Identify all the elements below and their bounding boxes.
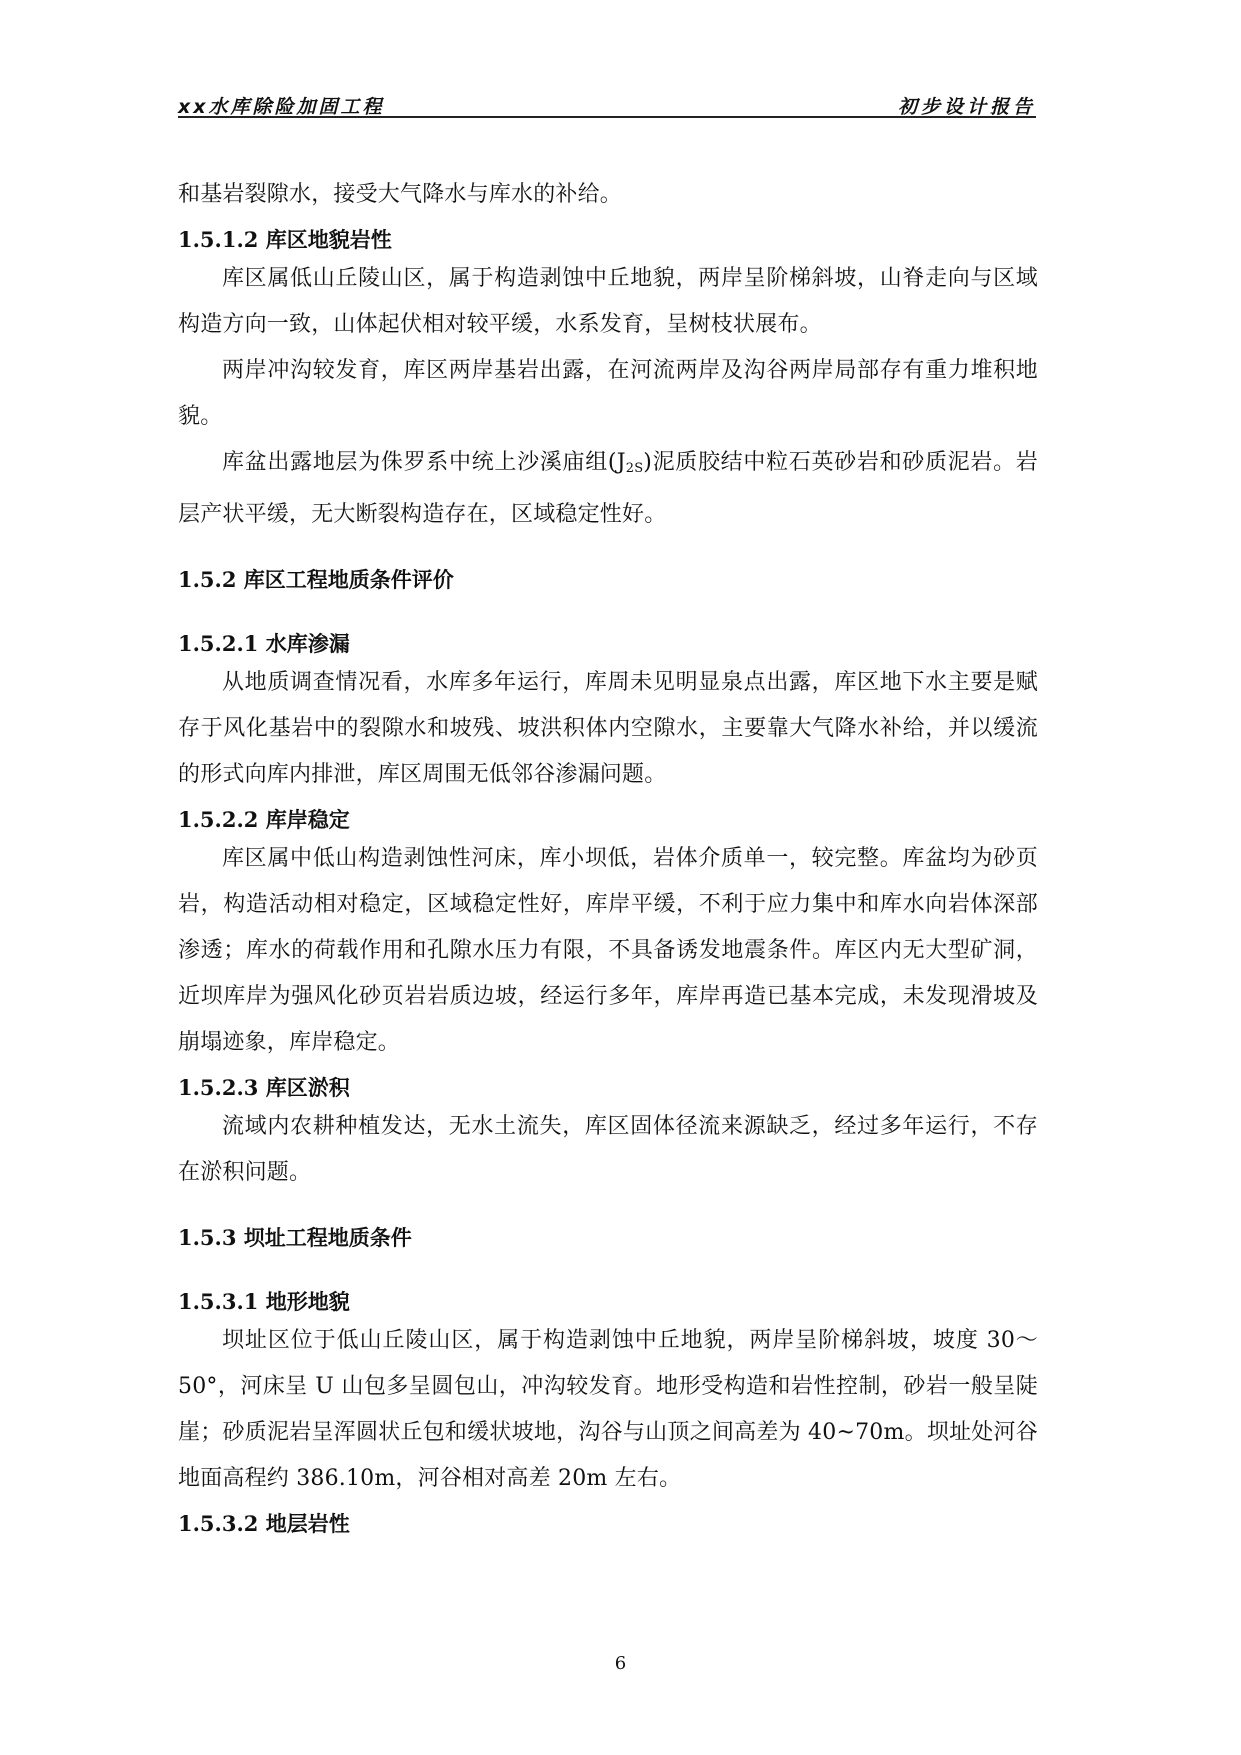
paragraph-siltation: 流域内农耕种植发达，无水土流失，库区固体径流来源缺乏，经过多年运行，不存在淤积问题。 xyxy=(178,1114,1038,1185)
heading-1-5-2-2: 1.5.2.2 库岸稳定 xyxy=(178,807,350,832)
paragraph-landform-1: 库区属低山丘陵山区，属于构造剥蚀中丘地貌，两岸呈阶梯斜坡，山脊走向与区域构造方向一致，山体起伏相对较平缓，水系发育，呈树枝状展布。 xyxy=(178,266,1038,337)
paragraph-continued: 和基岩裂隙水，接受大气降水与库水的补给。 xyxy=(178,182,623,207)
heading-1-5-2: 1.5.2 库区工程地质条件评价 xyxy=(178,567,454,592)
report-type: 初步设计报告 xyxy=(897,96,1036,118)
document-body xyxy=(178,172,1038,1540)
page-header xyxy=(178,92,1036,118)
page-number: 6 xyxy=(614,1653,627,1674)
paragraph-strata xyxy=(178,440,1038,538)
strata-text-before: 库盆出露地层为侏罗系中统上沙溪庙组(J xyxy=(222,450,626,475)
paragraph-bank-stability: 库区属中低山构造剥蚀性河床，库小坝低，岩体介质单一，较完整。库盆均为砂页岩，构造活动相对稳定，区域稳定性好，库岸平缓，不利于应力集中和库水向岩体深部渗透；库水的荷载作用和孔隙水压力有限，不具备诱发地震条件。库区内无大型矿洞，近坝库岸为强风化砂页岩岩质边坡，经运行多年，库岸再造已基本完成，未发现滑坡及崩塌迹象，库岸稳定。 xyxy=(178,846,1038,1055)
project-title: xx水库除险加固工程 xyxy=(178,96,385,118)
heading-1-5-3-2: 1.5.3.2 地层岩性 xyxy=(178,1511,350,1536)
heading-1-5-3-1: 1.5.3.1 地形地貌 xyxy=(178,1289,350,1314)
strata-subscript: 2S xyxy=(625,461,644,476)
heading-1-5-2-3: 1.5.2.3 库区淤积 xyxy=(178,1075,350,1100)
heading-1-5-3: 1.5.3 坝址工程地质条件 xyxy=(178,1225,412,1250)
paragraph-leakage: 从地质调查情况看，水库多年运行，库周未见明显泉点出露，库区地下水主要是赋存于风化基岩中的裂隙水和坡残、坡洪积体内空隙水，主要靠大气降水补给，并以缓流的形式向库内排泄，库区周围无低邻谷渗漏问题。 xyxy=(178,670,1038,787)
paragraph-landform-2: 两岸冲沟较发育，库区两岸基岩出露，在河流两岸及沟谷两岸局部存有重力堆积地貌。 xyxy=(178,358,1038,429)
heading-1-5-2-1: 1.5.2.1 水库渗漏 xyxy=(178,631,350,656)
strata-text-after: )泥质胶结中粒石英砂岩和砂质泥岩。岩层产状平缓，无大断裂构造存在，区域稳定性好。 xyxy=(178,450,1038,527)
paragraph-dam-topography: 坝址区位于低山丘陵山区，属于构造剥蚀中丘地貌，两岸呈阶梯斜坡，坡度 30～50°，河床呈 U 山包多呈圆包山，冲沟较发育。地形受构造和岩性控制，砂岩一般呈陡崖；砂质泥岩呈浑圆状丘包和缓状坡地，沟谷与山顶之间高差为 40~70m。坝址处河谷地面高程约 386.10m，河谷相对高差 20m 左右。 xyxy=(178,1328,1038,1491)
heading-1-5-1-2: 1.5.1.2 库区地貌岩性 xyxy=(178,227,392,252)
